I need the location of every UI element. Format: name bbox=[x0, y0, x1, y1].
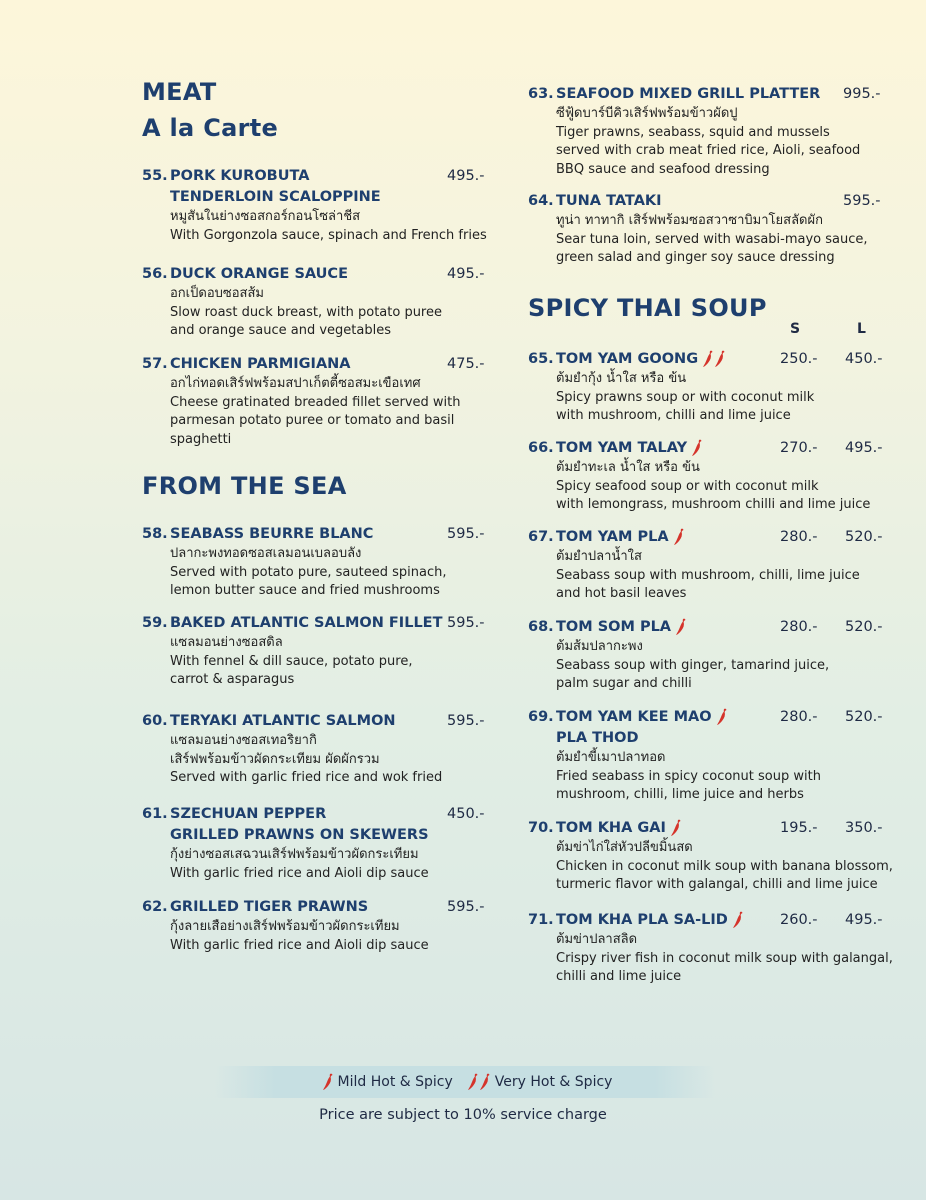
description-line: Tiger prawns, seabass, squid and mussels bbox=[556, 124, 830, 140]
menu-item-name-line bbox=[142, 825, 492, 846]
menu-item-number: 61. bbox=[142, 806, 168, 822]
menu-item bbox=[528, 84, 888, 179]
menu-item-name-line bbox=[142, 613, 492, 634]
menu-item bbox=[142, 804, 492, 883]
thai-name: อกไก่ทอดเสิร์ฟพร้อมสปาเก็ตตี้ซอสมะเขือเทศ bbox=[170, 376, 421, 391]
description-line: chilli and lime juice bbox=[556, 969, 682, 984]
price: 595.- bbox=[447, 526, 485, 542]
description-line: With garlic fried rice and Aioli dip sauce bbox=[170, 937, 429, 953]
thai-name: หมูสันในย่างซอสกอร์กอนโซล่าชีส bbox=[170, 209, 361, 224]
menu-item bbox=[528, 910, 893, 987]
thai-name: ปลากะพงทอดซอสเลมอนเบลอบลัง bbox=[170, 546, 362, 561]
price-small: 250.- bbox=[780, 351, 818, 367]
price: 595.- bbox=[447, 899, 485, 915]
thai-name: ต้มยำทะเล น้ำใส หรือ ข้น bbox=[556, 460, 700, 475]
price: 995.- bbox=[843, 86, 881, 102]
menu-item bbox=[528, 191, 888, 268]
menu-item-name: GRILLED TIGER PRAWNS bbox=[170, 899, 369, 915]
description-line: Crispy river fish in coconut milk soup with galangal, bbox=[556, 950, 893, 966]
menu-item-name: SEABASS BEURRE BLANC bbox=[170, 526, 374, 542]
menu-item-name: SEAFOOD MIXED GRILL PLATTER bbox=[556, 86, 821, 102]
menu-item-name: TOM KHA PLA SA-LID bbox=[556, 912, 728, 928]
menu-item bbox=[142, 897, 492, 955]
price-large: 520.- bbox=[845, 709, 883, 725]
thai-name: ต้มยำปลาน้ำใส bbox=[556, 549, 642, 564]
price-large: 495.- bbox=[845, 912, 883, 928]
menu-item-name: CHICKEN PARMIGIANA bbox=[170, 356, 351, 372]
menu-item-number: 65. bbox=[528, 351, 554, 367]
menu-item-name: SZECHUAN PEPPER bbox=[170, 806, 327, 822]
double-chili-icon bbox=[702, 349, 726, 370]
menu-item-number: 71. bbox=[528, 912, 554, 928]
meat-title: MEAT bbox=[142, 78, 217, 106]
description-line: turmeric flavor with galangal, chilli and lime juice bbox=[556, 877, 878, 892]
service-charge-note: Price are subject to 10% service charge bbox=[319, 1107, 607, 1123]
meat-subtitle: A la Carte bbox=[142, 114, 279, 142]
menu-item-number: 69. bbox=[528, 709, 554, 725]
thai-name: อกเป็ดอบซอสส้ม bbox=[170, 286, 264, 301]
menu-item-number: 60. bbox=[142, 713, 168, 729]
menu-item-number: 58. bbox=[142, 526, 168, 542]
menu-item bbox=[142, 711, 492, 788]
thai-name: ซีฟู้ดบาร์บีคิวเสิร์ฟพร้อมข้าวผัดปู bbox=[556, 106, 738, 121]
menu-item bbox=[142, 524, 492, 601]
thai-name: ต้มข่าปลาสลิด bbox=[556, 932, 638, 947]
menu-item-number: 63. bbox=[528, 86, 554, 102]
menu-item bbox=[142, 613, 492, 690]
price: 495.- bbox=[447, 168, 485, 184]
legend-mild bbox=[318, 1072, 453, 1092]
price-large: 350.- bbox=[845, 820, 883, 836]
double-chili-icon bbox=[467, 1072, 491, 1092]
chili-icon bbox=[732, 910, 744, 931]
price-large: 450.- bbox=[845, 351, 883, 367]
menu-item-name: TOM YAM PLA bbox=[556, 529, 669, 545]
description-line: Fried seabass in spicy coconut soup with bbox=[556, 768, 821, 784]
price-large: 520.- bbox=[845, 529, 883, 545]
menu-item-name-line bbox=[528, 84, 888, 105]
thai-name-2: เสิร์ฟพร้อมข้าวผัดกระเทียม ผัดผักรวม bbox=[170, 751, 380, 767]
menu-item-number-spacer bbox=[142, 187, 170, 208]
price-small: 195.- bbox=[780, 820, 818, 836]
thai-name: แซลมอนย่างซอสดิล bbox=[170, 635, 283, 650]
price: 595.- bbox=[447, 713, 485, 729]
menu-item-name-line bbox=[142, 897, 492, 918]
size-l-header: L bbox=[857, 321, 866, 337]
menu-item bbox=[142, 354, 492, 449]
price-large: 520.- bbox=[845, 619, 883, 635]
menu-item-name-line bbox=[142, 264, 492, 285]
description-line: Cheese gratinated breaded fillet served with bbox=[170, 394, 461, 410]
description-line: with lemongrass, mushroom chilli and lime juice bbox=[556, 497, 871, 512]
price: 595.- bbox=[447, 615, 485, 631]
menu-item-name: BAKED ATLANTIC SALMON FILLET bbox=[170, 615, 443, 631]
thai-name: ต้มส้มปลากะพง bbox=[556, 639, 643, 654]
menu-item-number: 59. bbox=[142, 615, 168, 631]
price: 495.- bbox=[447, 266, 485, 282]
description-line: BBQ sauce and seafood dressing bbox=[556, 161, 770, 177]
menu-item-name: TENDERLOIN SCALOPPINE bbox=[170, 189, 381, 205]
menu-item-name-line bbox=[528, 438, 888, 459]
thai-name: กุ้งย่างซอสเสฉวนเสิร์ฟพร้อมข้าวผัดกระเทียม bbox=[170, 847, 419, 862]
description-line: Spicy prawns soup or with coconut milk bbox=[556, 389, 815, 405]
menu-item bbox=[528, 617, 888, 694]
description-line: Chicken in coconut milk soup with banana blossom, bbox=[556, 858, 893, 874]
description-line: lemon butter sauce and fried mushrooms bbox=[170, 583, 440, 598]
price: 475.- bbox=[447, 356, 485, 372]
price-large: 495.- bbox=[845, 440, 883, 456]
menu-item-number: 66. bbox=[528, 440, 554, 456]
price-small: 270.- bbox=[780, 440, 818, 456]
menu-item-name: DUCK ORANGE SAUCE bbox=[170, 266, 348, 282]
menu-item-number: 57. bbox=[142, 356, 168, 372]
menu-item-name-line bbox=[142, 524, 492, 545]
description-line: green salad and ginger soy sauce dressing bbox=[556, 250, 835, 265]
menu-item bbox=[528, 707, 888, 805]
menu-item-name: TOM YAM TALAY bbox=[556, 440, 688, 456]
price-small: 260.- bbox=[780, 912, 818, 928]
price-small: 280.- bbox=[780, 529, 818, 545]
menu-item-name-line bbox=[142, 804, 492, 825]
menu-item-name-line bbox=[528, 728, 888, 749]
menu-item-number: 67. bbox=[528, 529, 554, 545]
description-line: Seabass soup with ginger, tamarind juice, bbox=[556, 657, 830, 673]
menu-item-name-line bbox=[528, 191, 888, 212]
menu-item bbox=[142, 166, 492, 245]
menu-item-number: 56. bbox=[142, 266, 168, 282]
spicy-thai-soup-title: SPICY THAI SOUP bbox=[528, 294, 767, 322]
thai-name: ต้มข่าไก่ใส่หัวปลีขมิ้นสด bbox=[556, 840, 693, 855]
menu-item-name-line bbox=[528, 707, 888, 728]
menu-item-number-spacer bbox=[528, 728, 556, 749]
description-line: palm sugar and chilli bbox=[556, 676, 692, 691]
menu-item bbox=[528, 349, 888, 426]
description-line: Sear tuna loin, served with wasabi-mayo sauce, bbox=[556, 231, 868, 247]
menu-item-number-spacer bbox=[142, 825, 170, 846]
chili-icon bbox=[673, 527, 685, 548]
menu-item-name-line bbox=[142, 166, 492, 187]
menu-item-name-line bbox=[142, 711, 492, 732]
menu-item-name: PLA THOD bbox=[556, 730, 639, 746]
menu-item bbox=[142, 264, 492, 341]
legend-very-label: Very Hot & Spicy bbox=[494, 1074, 613, 1090]
menu-item-name: TOM SOM PLA bbox=[556, 619, 672, 635]
chili-icon bbox=[691, 438, 703, 459]
menu-item-number: 70. bbox=[528, 820, 554, 836]
price: 595.- bbox=[843, 193, 881, 209]
size-s-header: S bbox=[790, 321, 801, 337]
chili-icon bbox=[716, 707, 728, 728]
price-small: 280.- bbox=[780, 709, 818, 725]
description-line: Seabass soup with mushroom, chilli, lime juice bbox=[556, 567, 860, 583]
description-line: With Gorgonzola sauce, spinach and French fries bbox=[170, 227, 487, 243]
menu-item-name: TERYAKI ATLANTIC SALMON bbox=[170, 713, 396, 729]
thai-name: ต้มยำกุ้ง น้ำใส หรือ ข้น bbox=[556, 371, 687, 386]
description-line: With fennel & dill sauce, potato pure, bbox=[170, 653, 413, 669]
menu-item-name: TOM YAM KEE MAO bbox=[556, 709, 712, 725]
menu-item-number: 68. bbox=[528, 619, 554, 635]
description-line: Slow roast duck breast, with potato puree bbox=[170, 304, 442, 320]
menu-item-name-line bbox=[528, 818, 888, 839]
description-line: Spicy seafood soup or with coconut milk bbox=[556, 478, 819, 494]
menu-item-name: TOM YAM GOONG bbox=[556, 351, 699, 367]
price-small: 280.- bbox=[780, 619, 818, 635]
menu-item-name-line bbox=[142, 354, 492, 375]
menu-item-name: TUNA TATAKI bbox=[556, 193, 662, 209]
chili-icon bbox=[322, 1072, 334, 1092]
menu-item-name: PORK KUROBUTA bbox=[170, 168, 310, 184]
chili-icon bbox=[670, 818, 682, 839]
description-line: and hot basil leaves bbox=[556, 586, 687, 601]
thai-name: ทูน่า ทาทากิ เสิร์ฟพร้อมซอสวาซาบิมาโยสลัดผัก bbox=[556, 213, 823, 228]
menu-item bbox=[528, 527, 888, 604]
description-line: with mushroom, chilli and lime juice bbox=[556, 408, 791, 423]
price: 450.- bbox=[447, 806, 485, 822]
menu-item bbox=[528, 438, 888, 515]
description-line: carrot & asparagus bbox=[170, 672, 295, 687]
description-line: mushroom, chilli, lime juice and herbs bbox=[556, 787, 804, 802]
menu-item-name-line bbox=[142, 187, 492, 208]
menu-item-name-line bbox=[528, 527, 888, 548]
menu-item-name-line bbox=[528, 349, 888, 370]
legend-mild-label: Mild Hot & Spicy bbox=[337, 1074, 453, 1090]
menu-item-number: 64. bbox=[528, 193, 554, 209]
description-line: spaghetti bbox=[170, 431, 232, 447]
menu-item-name: TOM KHA GAI bbox=[556, 820, 666, 836]
description-line: Served with potato pure, sauteed spinach, bbox=[170, 564, 447, 580]
menu-item-number: 55. bbox=[142, 168, 168, 184]
description-line: With garlic fried rice and Aioli dip sauce bbox=[170, 865, 429, 881]
legend-very bbox=[467, 1072, 613, 1092]
description-line: served with crab meat fried rice, Aioli, seafood bbox=[556, 143, 861, 158]
description-line: Served with garlic fried rice and wok fried bbox=[170, 770, 443, 785]
thai-name: กุ้งลายเสือย่างเสิร์ฟพร้อมข้าวผัดกระเทียม bbox=[170, 919, 400, 934]
menu-item-name: GRILLED PRAWNS ON SKEWERS bbox=[170, 827, 429, 843]
thai-name: ต้มยำขี้เมาปลาทอด bbox=[556, 750, 666, 765]
description-line: parmesan potato puree or tomato and basil bbox=[170, 413, 455, 428]
menu-item-name-line bbox=[528, 910, 888, 931]
chili-icon bbox=[675, 617, 687, 638]
spice-legend bbox=[215, 1066, 715, 1098]
thai-name: แซลมอนย่างซอสเทอริยากิ bbox=[170, 733, 317, 748]
from-the-sea-title: FROM THE SEA bbox=[142, 472, 347, 500]
menu-item-name-line bbox=[528, 617, 888, 638]
menu-item-number: 62. bbox=[142, 899, 168, 915]
menu-item bbox=[528, 818, 893, 895]
description-line: and orange sauce and vegetables bbox=[170, 323, 391, 338]
